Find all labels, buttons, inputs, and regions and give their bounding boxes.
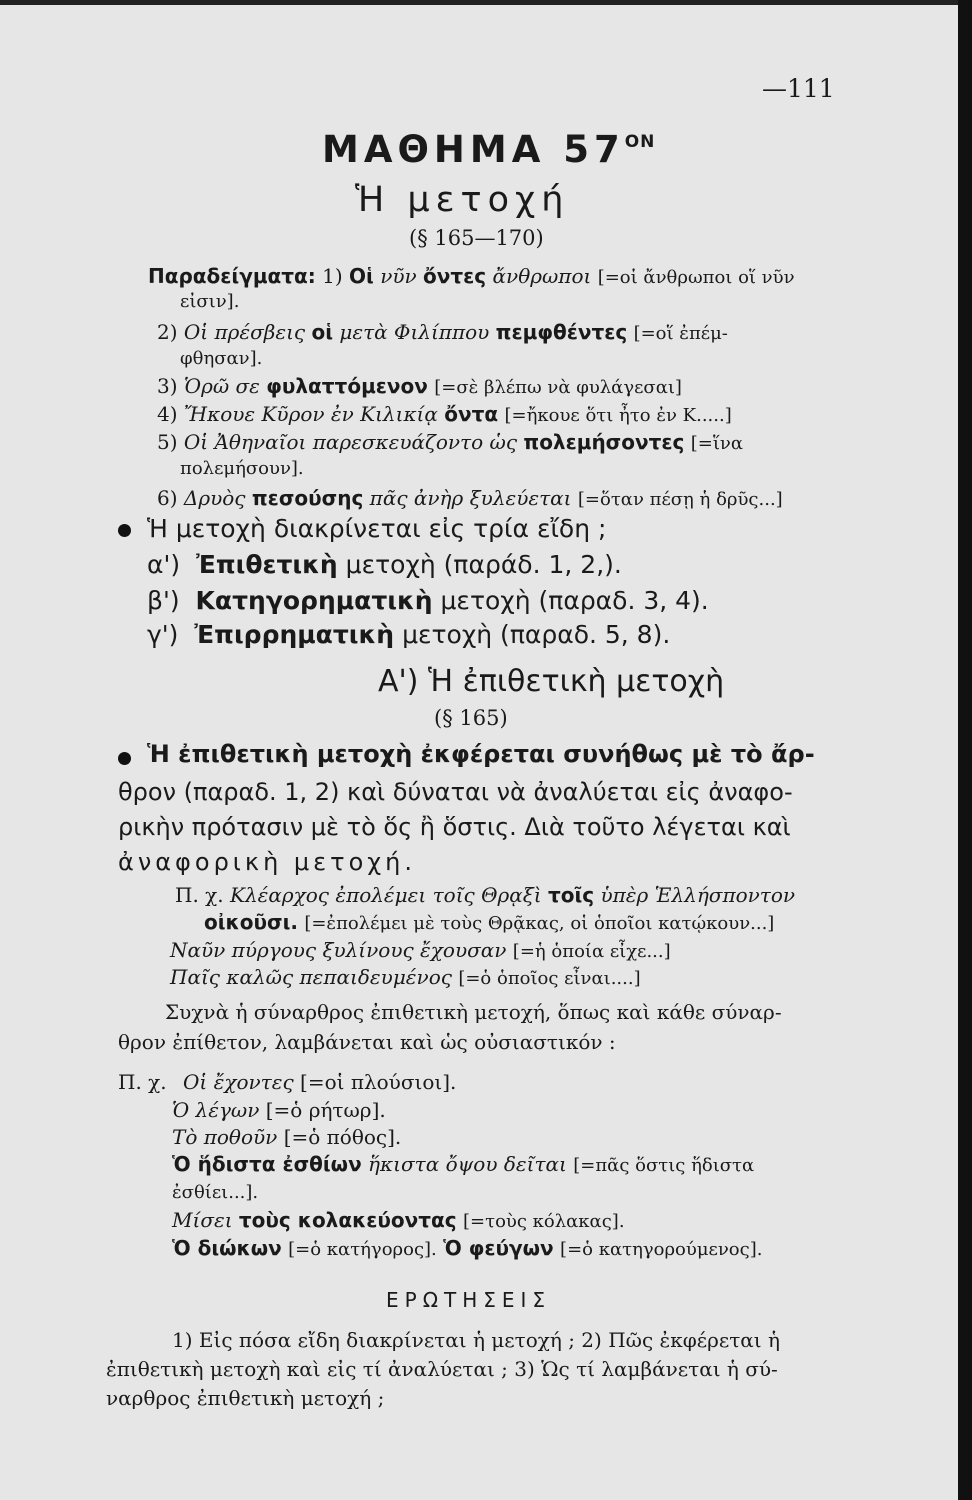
- px-gloss: [=ὁ πόθος].: [283, 1125, 402, 1149]
- bullet-icon: [118, 524, 131, 537]
- kind-item: [147, 586, 709, 615]
- example-italic: ἄνθρωποι: [492, 264, 592, 288]
- example-gloss: [=ἵνα: [690, 433, 743, 454]
- px-italic: ἥκιστα ὄψου δεῖται: [368, 1152, 567, 1176]
- lesson-suffix: ΟΝ: [624, 132, 656, 152]
- example-gloss: [=ὅταν πέσῃ ἡ δρῦς...]: [577, 489, 783, 510]
- px-gloss: [=ὁ κατηγορούμενος].: [560, 1239, 763, 1260]
- example-2: [157, 320, 728, 344]
- px-gloss: [=τοὺς κόλακας].: [463, 1211, 625, 1232]
- px-gloss: [=ἡ ὁποία εἶχε...]: [512, 941, 671, 962]
- px-italic: Ὁ λέγων: [172, 1098, 260, 1122]
- px-line-2: [204, 910, 774, 934]
- px-italic: Παῖς καλῶς πεπαιδευμένος: [170, 965, 452, 989]
- example-bold: ὄντα: [444, 402, 499, 426]
- px-italic: Μίσει: [172, 1208, 233, 1232]
- px-italic: Τὸ ποθοῦν: [172, 1125, 278, 1149]
- note-line: Συχνὰ ἡ σύναρθρος ἐπιθετικὴ μετοχή, ὅπως καὶ κάθε σύναρ-: [165, 1000, 782, 1024]
- question-line: 1) Εἰς πόσα εἴδη διακρίνεται ἡ μετοχή ; 2) Πῶς ἐκφέρεται ἡ: [172, 1328, 780, 1352]
- px-bold: τοὺς κολακεύοντας: [238, 1208, 457, 1232]
- px-gloss: [=ὁ κατήγορος].: [288, 1239, 437, 1260]
- kind-letter: γ'): [147, 620, 179, 649]
- example-bold: πεσούσης: [251, 486, 364, 510]
- px-bold: οἰκοῦσι.: [204, 910, 298, 934]
- example-gloss: [=οἵ ἐπέμ-: [633, 323, 728, 344]
- px-italic: Οἱ ἔχοντες: [183, 1070, 294, 1094]
- sub-line-4-cont: ἐσθίει...].: [172, 1182, 259, 1203]
- kind-rest: μετοχὴ (παράδ. 1, 2,).: [345, 550, 622, 579]
- kind-name: Ἐπιθετικὴ: [196, 550, 338, 579]
- kind-name: Κατηγορηματικὴ: [195, 586, 433, 615]
- px-gloss: [=οἱ πλούσιοι].: [300, 1070, 457, 1094]
- section-a-heading: Α') Ἡ ἐπιθετικὴ μετοχὴ: [378, 664, 725, 699]
- kind-rest: μετοχὴ (παραδ. 3, 4).: [440, 586, 709, 615]
- page-number: —111: [762, 74, 835, 103]
- example-num: 5): [157, 430, 178, 454]
- example-italic: Οἱ Ἀθηναῖοι παρεσκευάζοντο ὡς: [183, 430, 518, 454]
- px-bold: Ὁ διώκων: [172, 1236, 282, 1260]
- section-a-para-line: ἀναφορικὴ μετοχή.: [118, 848, 416, 876]
- px-label: Π. χ.: [175, 883, 224, 907]
- example-bold: πεμφθέντες: [495, 320, 628, 344]
- questions-heading: ΕΡΩΤΗΣΕΙΣ: [386, 1288, 552, 1312]
- px-line-4: [170, 965, 641, 989]
- example-num: 4): [157, 402, 178, 426]
- example-italic: Ἤκουε Κῦρον ἐν Κιλικίᾳ: [183, 402, 438, 426]
- section-a-para-line: θρον (παραδ. 1, 2) καὶ δύναται νὰ ἀναλύεται εἰς ἀναφο-: [118, 778, 793, 806]
- px-gloss: [=ὁ ὁποῖος εἶναι....]: [458, 968, 641, 989]
- example-italic: πᾶς ἀνὴρ ξυλεύεται: [369, 486, 572, 510]
- px-label: Π. χ.: [118, 1070, 167, 1094]
- example-num: 3): [157, 374, 178, 398]
- px-line-1: [175, 883, 795, 907]
- example-1-cont: εἰσιν].: [180, 291, 240, 312]
- example-gloss: [=ἤκουε ὅτι ἦτο ἐν Κ.....]: [504, 405, 732, 426]
- kind-name: Ἐπιρρηματικὴ: [194, 620, 395, 649]
- scan-right-edge: [958, 0, 972, 1500]
- sub-line-2: [172, 1098, 386, 1122]
- example-italic: Ὁρῶ σε: [183, 374, 260, 398]
- example-gloss: [=οἱ ἄνθρωποι οἵ νῦν: [597, 267, 795, 288]
- topic-title: Ἡ μετοχή: [355, 180, 570, 220]
- example-5-cont: πολεμήσουν].: [180, 458, 304, 479]
- px-bold: τοῖς: [547, 883, 595, 907]
- question-line: ναρθρος ἐπιθετικὴ μετοχή ;: [106, 1386, 385, 1410]
- px-gloss: [=ἐπολέμει μὲ τοὺς Θρᾷκας, οἱ ὁποῖοι κατῴκουν...]: [304, 913, 775, 934]
- kind-rest: μετοχὴ (παραδ. 5, 8).: [402, 620, 671, 649]
- example-6: [157, 486, 783, 510]
- lesson-heading: [322, 128, 655, 171]
- example-bold: πολεμήσοντες: [523, 430, 685, 454]
- kind-item: [147, 620, 670, 649]
- px-gloss: [=πᾶς ὅστις ἥδιστα: [573, 1155, 755, 1176]
- section-a-para-line: ρικὴν πρότασιν μὲ τὸ ὅς ἢ ὅστις. Διὰ τοῦτο λέγεται καὶ: [118, 813, 791, 841]
- example-3: [157, 374, 682, 398]
- px-bold: Ὁ φεύγων: [443, 1236, 554, 1260]
- px-italic: Κλέαρχος ἐπολέμει τοῖς Θρᾳξὶ: [230, 883, 542, 907]
- px-line-3: [170, 938, 671, 962]
- px-italic: Ναῦν πύργους ξυλίνους ἔχουσαν: [170, 938, 507, 962]
- bullet-icon: [118, 752, 131, 765]
- example-italic: νῦν: [380, 264, 417, 288]
- example-bold: φυλαττόμενον: [266, 374, 428, 398]
- example-gloss: [=σὲ βλέπω νὰ φυλάγεσαι]: [434, 377, 682, 398]
- section-a-sections: (§ 165): [434, 706, 508, 730]
- example-bold: Οἱ: [349, 264, 374, 288]
- example-bold: ὄντες: [423, 264, 487, 288]
- lesson-title: ΜΑΘΗΜΑ 57: [322, 128, 625, 171]
- topic-sections: (§ 165—170): [409, 226, 544, 250]
- sub-line-5: [172, 1208, 625, 1232]
- kinds-intro: Ἡ μετοχὴ διακρίνεται εἰς τρία εἴδη ;: [147, 514, 607, 543]
- example-2-cont: φθησαν].: [180, 348, 263, 369]
- kind-letter: β'): [147, 586, 180, 615]
- sub-line-3: [172, 1125, 401, 1149]
- section-a-para-line: Ἡ ἐπιθετικὴ μετοχὴ ἐκφέρεται συνήθως μὲ τὸ ἄρ-: [147, 740, 815, 768]
- kind-letter: α'): [147, 550, 181, 579]
- px-italic: ὑπὲρ Ἑλλήσποντον: [600, 883, 796, 907]
- example-italic: Οἱ πρέσβεις: [183, 320, 306, 344]
- sub-line-4: [172, 1152, 754, 1176]
- example-italic: μετὰ Φιλίππου: [339, 320, 490, 344]
- note-line: θρον ἐπίθετον, λαμβάνεται καὶ ὡς οὐσιαστικόν :: [118, 1030, 616, 1054]
- px-bold: Ὁ ἥδιστα ἐσθίων: [172, 1152, 362, 1176]
- example-italic: Δρυὸς: [183, 486, 246, 510]
- example-4: [157, 402, 732, 426]
- kind-item: [147, 550, 622, 579]
- example-num: 2): [157, 320, 178, 344]
- examples-label: Παραδείγματα:: [148, 264, 316, 288]
- example-num: 1): [322, 264, 343, 288]
- example-bold: οἱ: [311, 320, 334, 344]
- question-line: ἐπιθετικὴ μετοχὴ καὶ εἰς τί ἀναλύεται ; 3) Ὡς τί λαμβάνεται ἡ σύ-: [106, 1357, 778, 1381]
- sub-line-1: [118, 1070, 456, 1094]
- px-gloss: [=ὁ ρήτωρ].: [265, 1098, 386, 1122]
- example-num: 6): [157, 486, 178, 510]
- example-5: [157, 430, 743, 454]
- sub-line-6: [172, 1236, 762, 1260]
- example-1: [148, 264, 795, 288]
